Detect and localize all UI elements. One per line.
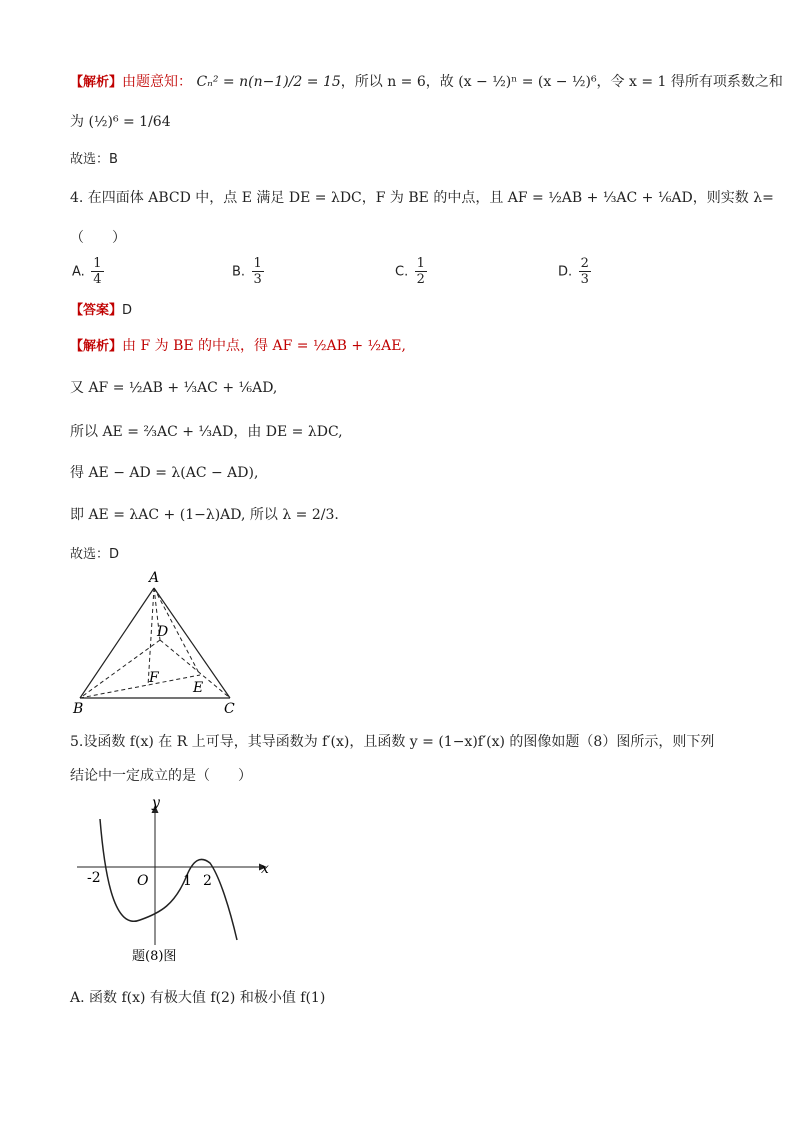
- analysis-label: 【解析】: [70, 339, 123, 354]
- q4-paren: （ ）: [70, 230, 126, 246]
- function-graph: [75, 795, 275, 970]
- q5-stem-line2: 结论中一定成立的是（ ）: [70, 768, 252, 784]
- option-numerator: 1: [93, 256, 102, 271]
- option-numerator: 1: [253, 256, 262, 271]
- q4-option-d: [558, 256, 593, 287]
- q4-option-b: [232, 256, 266, 287]
- analysis-label: 【解析】: [70, 75, 123, 90]
- q4-solution-line5: 即 AE = λAC + (1−λ)AD, 所以 λ = 2/3.: [70, 507, 339, 523]
- tick-1: 1: [183, 873, 192, 889]
- option-denominator: 3: [253, 272, 262, 287]
- option-letter: D.: [558, 264, 573, 280]
- option-numerator: 1: [416, 256, 425, 271]
- q5-option-a: A. 函数 f(x) 有极大值 f(2) 和极小值 f(1): [70, 990, 326, 1006]
- q3-analysis-intro: 由题意知：: [122, 74, 193, 90]
- graph-caption: 题(8)图: [132, 949, 177, 964]
- q3-analysis-line2: 为 (½)⁶ = 1/64: [70, 114, 171, 130]
- q4-solution-line4: 得 AE − AD = λ(AC − AD),: [70, 465, 259, 481]
- tick-neg2: -2: [87, 870, 101, 886]
- option-letter: B.: [232, 264, 246, 280]
- q4-solution-text1: 由 F 为 BE 的中点，得 AF = ½AB + ½AE,: [122, 338, 406, 354]
- tetrahedron-figure: [70, 568, 245, 718]
- q4-option-c: [395, 256, 429, 287]
- q3-conclusion: 故选：B: [70, 152, 118, 167]
- q4-answer-value: D: [122, 303, 133, 318]
- option-denominator: 2: [416, 272, 425, 287]
- q4-conclusion: 故选：D: [70, 547, 120, 562]
- option-numerator: 2: [580, 256, 589, 271]
- x-axis-label: x: [261, 861, 269, 877]
- answer-label: 【答案】: [70, 303, 123, 318]
- y-axis-label: y: [152, 795, 160, 811]
- q4-solution-line1: [70, 336, 406, 357]
- point-e-label: E: [193, 680, 204, 696]
- vertex-a-label: A: [149, 570, 160, 586]
- vertex-d-label: D: [157, 624, 169, 640]
- q4-answer-line: [70, 300, 132, 321]
- option-letter: C.: [395, 264, 409, 280]
- tick-2: 2: [203, 873, 212, 889]
- option-denominator: 3: [580, 272, 589, 287]
- q4-option-a: [72, 256, 106, 287]
- q3-combination-expr: Cₙ² = n(n−1)/2 = 15: [196, 74, 341, 90]
- q3-analysis-rest: ，所以 n = 6，故 (x − ½)ⁿ = (x − ½)⁶，令 x = 1 得所有项系数之和: [340, 74, 783, 90]
- vertex-c-label: C: [224, 701, 235, 717]
- origin-label: O: [137, 873, 149, 889]
- vertex-b-label: B: [73, 701, 84, 717]
- q4-solution-line3: 所以 AE = ⅔AC + ⅓AD，由 DE = λDC,: [70, 424, 343, 440]
- q4-solution-line2: 又 AF = ½AB + ⅓AC + ⅙AD,: [70, 380, 278, 396]
- option-denominator: 4: [93, 272, 102, 287]
- point-f-label: F: [149, 670, 159, 686]
- q3-analysis-line1: [70, 72, 783, 93]
- option-letter: A.: [72, 264, 85, 280]
- q4-stem: 4. 在四面体 ABCD 中，点 E 满足 DE = λDC，F 为 BE 的中点，且 AF = ½AB + ⅓AC + ⅙AD，则实数 λ=: [70, 190, 774, 206]
- q5-stem-line1: 5.设函数 f(x) 在 R 上可导，其导函数为 f′(x)，且函数 y = (1−x)f′(x) 的图像如题（8）图所示，则下列: [70, 734, 715, 750]
